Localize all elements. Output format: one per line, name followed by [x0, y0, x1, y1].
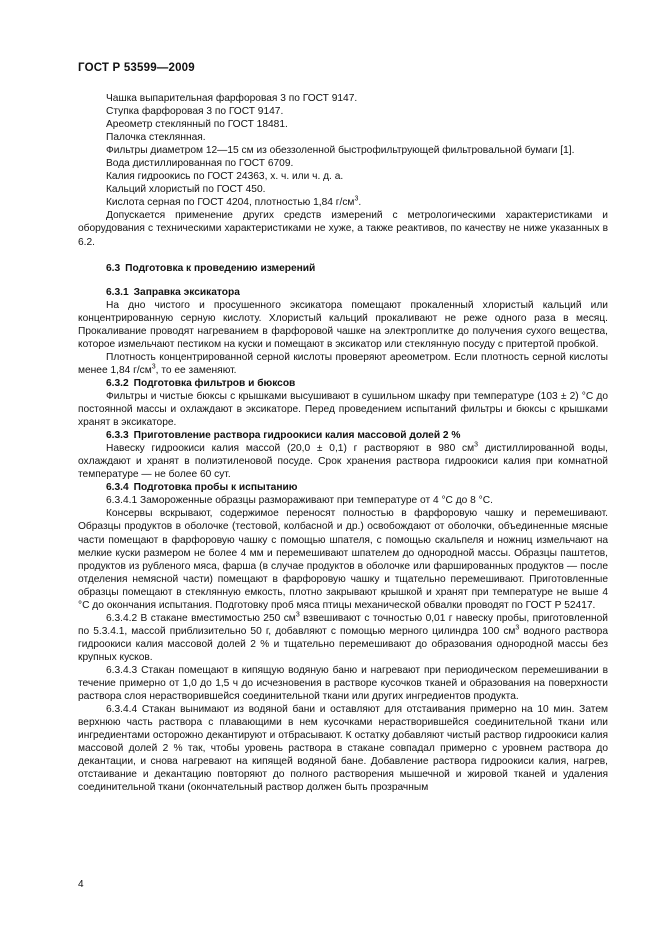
- section-title: Подготовка пробы к испытанию: [133, 482, 298, 494]
- acid-tail: .: [358, 197, 362, 209]
- section-number: 6.3.3: [106, 430, 129, 442]
- text-fragment: 6.3.4.2 В стакане вместимостью 250 см: [106, 612, 296, 624]
- text-fragment: взвешивают с точностью 0,01 г навеску пробы, приготовленной по 5.3.4.1, массой приблизительно 50 г, добавляют с помощью мерного цилиндра 100 см: [78, 612, 608, 637]
- acid-superscript: 3: [354, 195, 359, 203]
- paragraph: [78, 442, 608, 481]
- equipment-item: Фильтры диаметром 12—15 см из обеззоленной быстрофильтрующей фильтровальной бумаги [1].: [106, 145, 575, 157]
- paragraph: 6.3.4.1 Замороженные образцы размораживают при температуре от 4 °С до 8 °С.: [106, 495, 493, 507]
- section-title: Подготовка фильтров и бюксов: [133, 377, 296, 389]
- paragraph: [78, 351, 608, 377]
- page-number: 4: [78, 879, 84, 890]
- section-number: 6.3.2: [106, 377, 129, 389]
- section-title: Заправка эксикатора: [133, 286, 240, 298]
- equipment-item: Палочка стеклянная.: [106, 132, 206, 144]
- section-heading-6-3-4: [78, 481, 608, 494]
- paragraph: На дно чистого и просушенного эксикатора помещают прокаленный хлористый кальций или концентрированную серную кислоту. Хлористый кальций прокаливают не реже одного раза в месяц. Прокаливание проводят нагреванием в фарфоровой чашке на электроплитке до получения сухого вещества, которое измельчают пестиком на куски и помещают в эксикатор или стеклянную посуду с притертой пробкой.: [78, 299, 608, 350]
- equipment-item: Калия гидроокись по ГОСТ 24363, х. ч. или ч. д. а.: [106, 171, 344, 183]
- text-fragment: Плотность концентрированной серной кислоты проверяют ареометром. Если плотность серной кислоты менее 1,84 г/см: [78, 351, 608, 376]
- paragraph: Консервы вскрывают, содержимое переносят полностью в фарфоровую чашку и перемешивают. Образцы продуктов в оболочке (тестовой, колбасной и др.) освобождают от оболочки, объединенные мясные части помещают в фарфоровую чашку с помощью шпателя, с помощью скальпеля и ножниц измельчают на мелкие куски размером не более 4 мм и перемешивают шпателем до однородной массы. Образцы паштетов, продуктов из рубленого мяса, фарша (в случае продуктов в оболочке или фаршированных продуктов — после отделения немясной части) помещают в фарфоровую чашку и тщательно перемешивают. Приготовленные образцы помещают в стеклянную емкость, плотно закрывают крышкой и хранят при температуре не выше 4 °С до окончания испытания. Подготовку проб мяса птицы механической обвалки проводят по ГОСТ Р 52417.: [78, 508, 608, 611]
- superscript: 3: [515, 624, 520, 632]
- section-heading-6-3-1: [78, 286, 608, 299]
- paragraph: Фильтры и чистые бюксы с крышками высушивают в сушильном шкафу при температуре (103 ± 2) °С до постоянной массы и охлаждают в эксикаторе. Перед проведением испытаний фильтры и бюксы с крышками хранят в эксикаторе.: [78, 390, 608, 429]
- equipment-item: Кальций хлористый по ГОСТ 450.: [106, 184, 266, 196]
- paragraph: 6.3.4.4 Стакан вынимают из водяной бани и оставляют для отстаивания примерно на 10 мин. Затем верхнюю часть раствора с плавающими в нем кусочками нерастворившейся соединительной ткани или ингредиентами осторожно декантируют и отбрасывают. К остатку добавляют чистый раствор гидроокиси калия массовой долей 2 % так, чтобы уровень раствора в стакане совпадал примерно с уровнем раствора до декантации, и снова нагревают на кипящей водяной бане. Добавление раствора гидроокиси калия, нагрев, отстаивание и декантацию повторяют до полного растворения мышечной и жировой тканей и удаления соединительной ткани (окончательный раствор должен быть прозрачным: [78, 704, 608, 794]
- paragraph: 6.3.4.3 Стакан помещают в кипящую водяную баню и нагревают при периодическом перемешивании в течение примерно от 1,0 до 1,5 ч до исчезновения в растворе кусочков тканей и образования на поверхности раствора слоя нерастворившейся соединительной ткани или других ингредиентов продукта.: [78, 664, 608, 703]
- section-title: Приготовление раствора гидроокиси калия массовой долей 2 %: [133, 430, 461, 442]
- section-heading-6-3-2: [78, 377, 608, 390]
- permitted-paragraph: Допускается применение других средств измерений с метрологическими характеристиками и оборудования с техническими характеристиками не хуже, а также реактивов, по качеству не ниже указанных в 6.2.: [78, 210, 608, 248]
- equipment-item: Ареометр стеклянный по ГОСТ 18481.: [106, 119, 288, 131]
- acid-text: Кислота серная по ГОСТ 4204, плотностью 1,84 г/см: [106, 197, 355, 209]
- section-number: 6.3.4: [106, 482, 129, 494]
- superscript: 3: [151, 363, 156, 371]
- section-number: 6.3: [106, 262, 121, 274]
- text-fragment: , то ее заменяют.: [155, 364, 237, 376]
- equipment-item-acid: [78, 196, 608, 209]
- text-fragment: водного раствора гидроокиси калия массовой долей 2 % и тщательно перемешивают до образования однородной массы без крупных кусков.: [78, 625, 608, 663]
- paragraph: [78, 612, 608, 664]
- section-heading-6-3: [78, 262, 608, 275]
- section-heading-6-3-3: [78, 429, 608, 442]
- document-body: [78, 92, 608, 794]
- superscript: 3: [295, 611, 300, 619]
- superscript: 3: [474, 441, 479, 449]
- text-fragment: дистиллированной воды, охлаждают и хранят в полиэтиленовой посуде. Срок хранения раствора гидроокиси калия при комнатной температуре — не более 60 сут.: [78, 443, 608, 481]
- equipment-item: Чашка выпарительная фарфоровая 3 по ГОСТ 9147.: [106, 93, 358, 104]
- equipment-item: Ступка фарфоровая 3 по ГОСТ 9147.: [106, 106, 284, 118]
- text-fragment: Навеску гидроокиси калия массой (20,0 ± 0,1) г растворяют в 980 см: [106, 443, 475, 455]
- document-header: ГОСТ Р 53599—2009: [78, 62, 195, 74]
- equipment-item: Вода дистиллированная по ГОСТ 6709.: [106, 158, 294, 170]
- section-number: 6.3.1: [106, 286, 129, 298]
- section-title: Подготовка к проведению измерений: [125, 262, 316, 274]
